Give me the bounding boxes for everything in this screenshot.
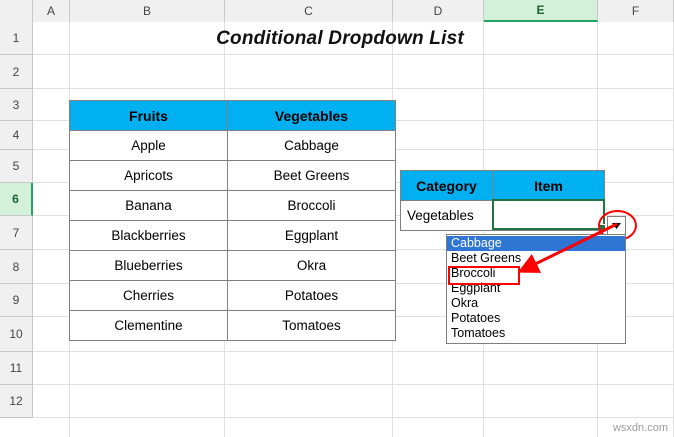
- row-header-10[interactable]: 10: [0, 317, 33, 352]
- cell-fruit[interactable]: Apricots: [70, 161, 228, 191]
- dropdown-option[interactable]: Beet Greens: [451, 251, 522, 265]
- dropdown-option[interactable]: Eggplant: [451, 281, 501, 295]
- row-header-3[interactable]: 3: [0, 89, 33, 121]
- column-header-b[interactable]: B: [70, 0, 225, 22]
- table-row[interactable]: [70, 191, 396, 221]
- table-row[interactable]: [70, 311, 396, 341]
- dropdown-option[interactable]: Okra: [451, 296, 479, 310]
- row-header-5[interactable]: 5: [0, 150, 33, 183]
- table-row[interactable]: [70, 161, 396, 191]
- table-row[interactable]: [70, 281, 396, 311]
- cell-fruit[interactable]: Cherries: [70, 281, 228, 311]
- cell-fruit[interactable]: Clementine: [70, 311, 228, 341]
- cell-vegetable[interactable]: Tomatoes: [228, 311, 396, 341]
- cell-vegetable[interactable]: Cabbage: [228, 131, 396, 161]
- row-header-column: [0, 22, 33, 418]
- column-header-a[interactable]: A: [33, 0, 70, 22]
- cell-vegetable[interactable]: Broccoli: [228, 191, 396, 221]
- row-header-4[interactable]: 4: [0, 121, 33, 150]
- select-all-corner[interactable]: [0, 0, 33, 22]
- dropdown-option[interactable]: Potatoes: [451, 311, 501, 325]
- column-header-f[interactable]: F: [598, 0, 674, 22]
- dropdown-arrow-button[interactable]: [607, 216, 626, 235]
- watermark-text: wsxdn.com: [612, 422, 668, 434]
- category-item-table: [400, 170, 605, 231]
- cell-vegetable[interactable]: Potatoes: [228, 281, 396, 311]
- cell-fruit[interactable]: Blueberries: [70, 251, 228, 281]
- table-header-row: [70, 101, 396, 131]
- column-header-category: Category: [401, 171, 493, 201]
- table-row[interactable]: [70, 221, 396, 251]
- column-header-row: [0, 0, 674, 22]
- row-header-6[interactable]: 6: [0, 183, 33, 216]
- column-header-item: Item: [493, 171, 605, 201]
- cell-fruit[interactable]: Banana: [70, 191, 228, 221]
- cell-vegetable[interactable]: Okra: [228, 251, 396, 281]
- row-header-12[interactable]: 12: [0, 385, 33, 418]
- dropdown-list[interactable]: [446, 234, 626, 344]
- category-value-cell[interactable]: Vegetables: [401, 201, 493, 231]
- column-header-e[interactable]: E: [484, 0, 598, 22]
- row-header-7[interactable]: 7: [0, 216, 33, 250]
- cell-vegetable[interactable]: Beet Greens: [228, 161, 396, 191]
- row-header-11[interactable]: 11: [0, 352, 33, 385]
- page-title: Conditional Dropdown List: [216, 28, 464, 49]
- row-header-8[interactable]: 8: [0, 250, 33, 284]
- column-header-fruits: Fruits: [70, 101, 228, 131]
- row-header-1[interactable]: 1: [0, 22, 33, 55]
- column-header-vegetables: Vegetables: [228, 101, 396, 131]
- dropdown-option[interactable]: Cabbage: [447, 236, 625, 251]
- item-value-cell[interactable]: [493, 201, 605, 231]
- row-header-9[interactable]: 9: [0, 284, 33, 317]
- cell-fruit[interactable]: Apple: [70, 131, 228, 161]
- fruits-vegetables-table: [69, 100, 396, 341]
- column-header-d[interactable]: D: [393, 0, 484, 22]
- dropdown-option[interactable]: Tomatoes: [451, 326, 506, 340]
- table-row[interactable]: [70, 131, 396, 161]
- column-header-c[interactable]: C: [225, 0, 393, 22]
- cell-vegetable[interactable]: Eggplant: [228, 221, 396, 251]
- selector-header-row: [401, 171, 605, 201]
- chevron-down-icon: [612, 223, 621, 229]
- dropdown-option[interactable]: Broccoli: [451, 266, 496, 280]
- row-header-2[interactable]: 2: [0, 55, 33, 89]
- cell-fruit[interactable]: Blackberries: [70, 221, 228, 251]
- selector-value-row[interactable]: [401, 201, 605, 231]
- table-row[interactable]: [70, 251, 396, 281]
